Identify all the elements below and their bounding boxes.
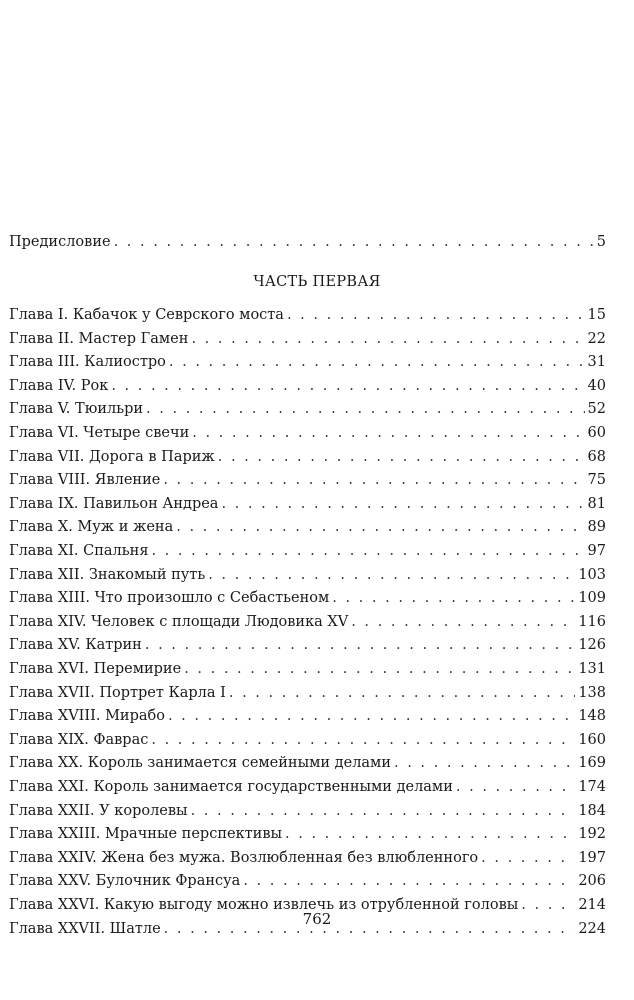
toc-entry-title: Глава XIII. Что произошло с Себастьеном	[9, 590, 330, 607]
toc-entry-page: 197	[578, 849, 606, 866]
toc-leader-dots	[184, 660, 575, 678]
toc-entry-title: Глава XI. Спальня	[9, 543, 149, 559]
toc-leader-dots	[456, 778, 575, 796]
toc-entry-title: Глава XVII. Портрет Карла I	[9, 684, 226, 701]
toc-entry-title: Глава XXVII. Шатле	[9, 920, 161, 937]
toc-entry-page: 214	[578, 897, 606, 913]
toc-entry-preface	[9, 233, 606, 251]
toc-leader-dots	[114, 233, 594, 251]
toc-entry-chapter	[9, 495, 606, 513]
toc-entry-chapter	[9, 872, 606, 890]
toc-leader-dots	[111, 377, 584, 395]
toc-entry-page: 184	[578, 802, 606, 819]
toc-entry-page: 60	[587, 425, 606, 441]
toc-entry-chapter	[9, 542, 606, 560]
toc-entry-chapter	[9, 377, 606, 395]
toc-entry-chapter	[9, 448, 606, 466]
toc-entry-chapter	[9, 400, 606, 418]
toc-entry-chapter	[9, 353, 606, 371]
toc-entry-title: Глава III. Калиостро	[9, 354, 166, 371]
toc-entry-chapter	[9, 825, 606, 843]
toc-entry-page: 126	[578, 637, 606, 654]
page-number: 762	[302, 910, 332, 928]
toc-entry-title: Глава XVI. Перемирие	[9, 661, 182, 677]
toc-entry-page: 224	[578, 920, 606, 937]
toc-entry-title: Глава XIX. Фаврас	[9, 731, 149, 748]
toc-entry-title: Глава IV. Рок	[9, 377, 109, 394]
toc-entry-chapter	[9, 707, 606, 725]
toc-entry-chapter	[9, 518, 606, 536]
toc-entry-page: 109	[578, 590, 606, 607]
toc-leader-dots	[145, 636, 575, 654]
toc-entry-page: 138	[578, 684, 606, 701]
toc-entry-title: Глава X. Муж и жена	[9, 519, 174, 536]
toc-entry-title: Предисловие	[9, 234, 111, 250]
toc-entry-page: 22	[587, 330, 606, 347]
toc-entry-title: Глава XXIII. Мрачные перспективы	[9, 826, 283, 843]
toc-leader-dots	[169, 353, 585, 371]
toc-entry-chapter	[9, 684, 606, 702]
toc-entry-page: 75	[587, 472, 606, 489]
toc-entry-page: 89	[587, 519, 606, 536]
toc-entry-title: Глава V. Тюильри	[9, 401, 144, 418]
toc-entry-chapter	[9, 778, 606, 796]
toc-entry-page: 206	[578, 873, 606, 890]
toc-entry-title: Глава XXII. У королевы	[9, 802, 188, 819]
toc-entry-page: 31	[587, 354, 606, 371]
toc-entry-title: Глава XII. Знакомый путь	[9, 566, 206, 583]
toc-leader-dots	[176, 518, 584, 536]
toc-entry-chapter	[9, 589, 606, 607]
toc-entry-page: 97	[587, 543, 606, 559]
toc-leader-dots	[394, 754, 575, 772]
toc-leader-dots	[287, 306, 585, 324]
toc-leader-dots	[481, 849, 575, 867]
toc-entry-title: Глава XXI. Король занимается государственными делами	[9, 779, 453, 795]
toc-entry-title: Глава VI. Четыре свечи	[9, 425, 190, 441]
toc-entry-chapter	[9, 754, 606, 772]
toc-entry-page: 40	[587, 377, 606, 394]
toc-entry-chapter	[9, 613, 606, 631]
toc-leader-dots	[191, 330, 584, 348]
toc-leader-dots	[243, 872, 575, 890]
toc-entry-chapter	[9, 566, 606, 584]
toc-entry-page: 160	[578, 731, 606, 748]
toc-leader-dots	[192, 424, 584, 442]
toc-entry-page: 103	[578, 566, 606, 583]
toc-entry-chapter	[9, 802, 606, 820]
part-heading: ЧАСТЬ ПЕРВАЯ	[253, 274, 381, 290]
toc-entry-page: 174	[578, 779, 606, 795]
toc-leader-dots	[218, 448, 585, 466]
toc-entry-title: Глава I. Кабачок у Севрского моста	[9, 307, 284, 323]
toc-entry-page: 131	[578, 661, 606, 677]
toc-entry-title: Глава XX. Король занимается семейными делами	[9, 755, 391, 772]
toc-entry-title: Глава VII. Дорога в Париж	[9, 448, 215, 465]
toc-entry-title: Глава XV. Катрин	[9, 637, 142, 654]
toc-entry-chapter	[9, 731, 606, 749]
toc-leader-dots	[151, 731, 575, 749]
toc-leader-dots	[332, 589, 575, 607]
toc-entry-chapter	[9, 424, 606, 442]
toc-entry-page: 68	[587, 448, 606, 465]
toc-entry-title: Глава VIII. Явление	[9, 472, 161, 489]
toc-entry-title: Глава XIV. Человек с площади Людовика XV	[9, 613, 349, 630]
toc-leader-dots	[191, 802, 576, 820]
toc-entry-page: 169	[578, 755, 606, 772]
toc-entry-page: 52	[587, 401, 606, 418]
toc-entry-title: Глава XVIII. Мирабо	[9, 708, 165, 725]
toc-entry-page: 148	[578, 708, 606, 725]
toc-leader-dots	[151, 542, 584, 560]
toc-entry-title: Глава XXIV. Жена без мужа. Возлюбленная без влюбленного	[9, 849, 479, 866]
toc-entry-page: 116	[578, 613, 606, 630]
toc-leader-dots	[285, 825, 575, 843]
toc-leader-dots	[168, 707, 575, 725]
toc-entry-title: Глава XXVI. Какую выгоду можно извлечь из отрубленной головы	[9, 897, 519, 913]
toc-entry-chapter	[9, 660, 606, 678]
toc-entry-title: Глава XXV. Булочник Франсуа	[9, 873, 241, 890]
toc-entry-title: Глава II. Мастер Гамен	[9, 330, 189, 347]
toc-entry-page: 15	[587, 307, 606, 323]
toc-entry-page: 81	[587, 495, 606, 512]
toc-entry-chapter	[9, 471, 606, 489]
toc-entry-page: 5	[596, 234, 606, 250]
toc-leader-dots	[221, 495, 584, 513]
toc-entry-page: 192	[578, 826, 606, 843]
toc-entry-chapter	[9, 849, 606, 867]
toc-leader-dots	[351, 613, 575, 631]
toc-entry-chapter	[9, 636, 606, 654]
toc-leader-dots	[229, 684, 575, 702]
toc-leader-dots	[163, 471, 584, 489]
toc-entry-chapter	[9, 330, 606, 348]
toc-entry-title: Глава IX. Павильон Андреа	[9, 495, 219, 512]
toc-entry-chapter	[9, 306, 606, 324]
toc-leader-dots	[146, 400, 585, 418]
toc-leader-dots	[208, 566, 575, 584]
